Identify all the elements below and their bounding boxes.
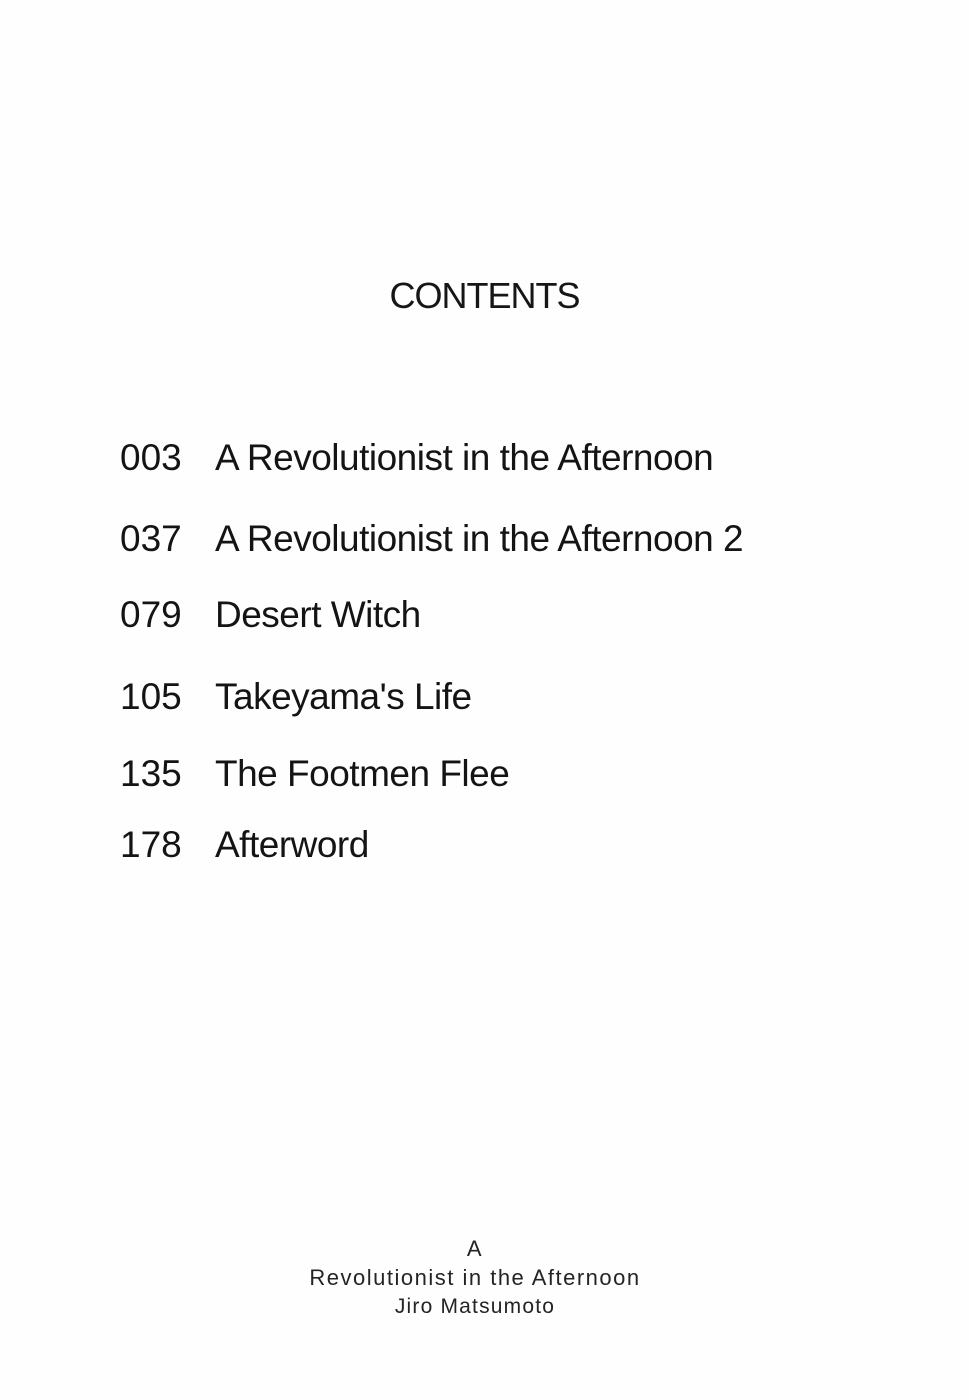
toc-entry-title: Takeyama's Life bbox=[215, 676, 472, 717]
toc-entry bbox=[120, 520, 743, 557]
toc-page-number: 037 bbox=[120, 518, 182, 559]
footer-title-line-2: Revolutionist in the Afternoon bbox=[309, 1265, 641, 1290]
toc-entry-title: The Footmen Flee bbox=[215, 753, 510, 794]
toc-page-number: 003 bbox=[120, 437, 182, 478]
toc-entry bbox=[120, 439, 713, 476]
page-title: CONTENTS bbox=[389, 275, 580, 316]
toc-entry bbox=[120, 826, 369, 863]
toc-page-number: 178 bbox=[120, 824, 182, 865]
toc-page-number: 079 bbox=[120, 594, 182, 635]
footer-author: Jiro Matsumoto bbox=[394, 1295, 556, 1318]
toc-page-number: 135 bbox=[120, 753, 182, 794]
footer-title-line-1: A bbox=[466, 1236, 484, 1261]
toc-entry-title: A Revolutionist in the Afternoon 2 bbox=[215, 518, 744, 559]
toc-entry-title: Afterword bbox=[215, 824, 369, 865]
book-credit-footer bbox=[0, 1234, 950, 1321]
toc-entry-title: A Revolutionist in the Afternoon bbox=[215, 437, 714, 478]
toc-entry-title: Desert Witch bbox=[215, 594, 421, 635]
toc-entry bbox=[120, 596, 421, 633]
toc-entry bbox=[120, 678, 472, 715]
toc-page-number: 105 bbox=[120, 676, 182, 717]
toc-entry bbox=[120, 755, 509, 792]
